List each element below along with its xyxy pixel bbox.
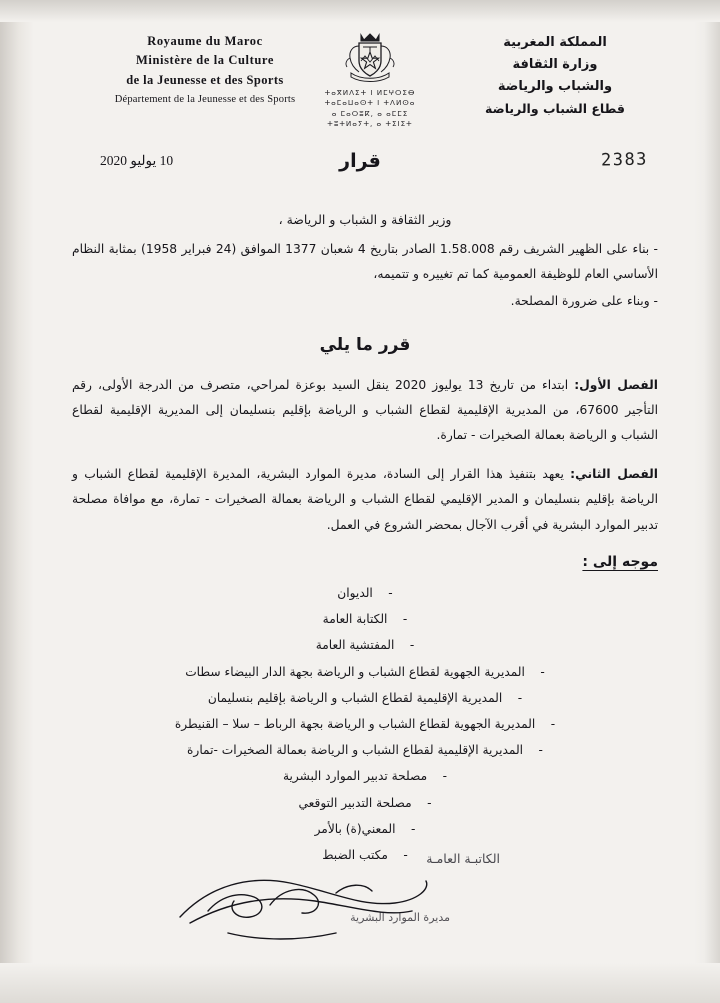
signature-block bbox=[150, 845, 510, 965]
bullet-dash: - bbox=[538, 743, 543, 758]
bullet-dash: - bbox=[388, 585, 393, 600]
bullet-dash: - bbox=[403, 848, 408, 863]
recipient-label: المديرية الجهوية لقطاع الشباب و الرياضة بجهة الدار البيضاء سطات bbox=[185, 664, 525, 679]
bullet-dash: - bbox=[409, 638, 415, 653]
paper-edge-shadow-right bbox=[694, 0, 720, 1003]
header-arabic-block bbox=[430, 32, 680, 120]
list-item bbox=[72, 659, 658, 685]
header-fr-line1: Royaume du Maroc bbox=[147, 34, 263, 48]
recipient-label: الكتابة العامة bbox=[322, 612, 388, 627]
header-amazigh-line4: ⵜⵓⵜⵍⴰⵢⵜ, ⴰ ⵜⵉⵏⵉⵜ bbox=[327, 119, 413, 129]
signature-subtitle: مديرة الموارد البشرية bbox=[350, 911, 450, 924]
header-ar-line3: والشباب والرياضة bbox=[497, 79, 613, 95]
header-french-block bbox=[90, 32, 320, 108]
header-amazigh-line3: ⴰ ⵎⴰⵔⵓⴽ, ⴰ ⴰⵎⵎⵉ bbox=[331, 108, 409, 118]
list-item bbox=[72, 737, 658, 763]
list-item bbox=[72, 632, 658, 658]
document-body bbox=[72, 212, 658, 884]
paper-edge-shadow-left bbox=[0, 0, 34, 1003]
recipient-label: مكتب الضبط bbox=[322, 848, 388, 863]
minister-line: وزير الثقافة و الشباب و الرياضة ، bbox=[278, 212, 452, 227]
article-2 bbox=[72, 462, 658, 538]
recipient-label: مصلحة التدبير التوقعي bbox=[298, 795, 412, 810]
bullet-dash: - bbox=[540, 664, 545, 679]
signature-title: الكاتبـة العامـة bbox=[426, 851, 500, 866]
document-number: 2383 bbox=[600, 149, 649, 171]
page-title: قرار bbox=[339, 150, 381, 172]
header-ar-line2: وزارة الثقافة bbox=[512, 57, 598, 73]
article-2-label: الفصل الثاني: bbox=[570, 467, 658, 482]
header-fr-line2: Ministère de la Culture bbox=[136, 53, 274, 68]
article-1-label: الفصل الأول: bbox=[574, 377, 658, 392]
recipient-label: المديرية الإقليمية لقطاع الشباب و الرياضة بعمالة الصخيرات -تمارة bbox=[187, 743, 524, 758]
paper-edge-shadow-bottom bbox=[0, 963, 720, 1003]
bullet-dash: - bbox=[411, 821, 416, 836]
header-emblem-block bbox=[310, 28, 430, 130]
header-ar-line1: المملكة المغربية bbox=[503, 35, 607, 50]
recipient-label: المديرية الجهوية لقطاع الشباب و الرياضة بجهة الرباط – سلا – القنيطرة bbox=[174, 717, 536, 731]
list-item bbox=[72, 685, 658, 711]
recipients-heading: موجه إلى : bbox=[582, 553, 658, 570]
list-item bbox=[72, 816, 658, 842]
header-amazigh-block bbox=[310, 88, 430, 130]
document-header bbox=[60, 28, 680, 148]
bullet-dash: - bbox=[517, 690, 523, 705]
paper-edge-shadow-top bbox=[0, 0, 720, 22]
bullet-dash: - bbox=[550, 717, 556, 731]
article-2-text: يعهد بتنفيذ هذا القرار إلى السادة، مديرة الموارد البشرية، المديرة الإقليمية لقطاع الشباب و الرياضة بإقليم بنسليمان و المدير الإقليمي لقطاع الشباب و الرياضة بعمالة الصخيرات - تمارة، مع موافاة مصلحة تدبير الموارد البشرية في أقرب الآجال بمحضر الشروع في العمل. bbox=[72, 467, 658, 532]
handwritten-signature-icon bbox=[150, 845, 510, 965]
document-date: 10 يوليو 2020 bbox=[100, 153, 174, 168]
recipient-label: المفتشية العامة bbox=[315, 638, 395, 653]
bullet-dash: - bbox=[402, 612, 408, 627]
moroccan-coat-of-arms-icon bbox=[337, 28, 403, 86]
header-fr-line3: de la Jeunesse et des Sports bbox=[126, 72, 284, 87]
bullet-dash: - bbox=[442, 769, 448, 784]
recipient-label: المعني(ة) بالأمر bbox=[314, 821, 396, 836]
header-fr-line4: Département de la Jeunesse et des Sports bbox=[114, 94, 296, 106]
header-ar-line4: قطاع الشباب والرياضة bbox=[485, 101, 625, 117]
recipients-list bbox=[72, 580, 658, 869]
header-amazigh-line2: ⵜⴰⵎⴰⵡⴰⵙⵜ ⵏ ⵜⴷⵍⵙⴰ bbox=[324, 98, 416, 108]
preamble-clause-2: - وبناء على ضرورة المصلحة. bbox=[510, 294, 658, 309]
recipient-label: المديرية الإقليمية لقطاع الشباب و الرياضة بإقليم بنسليمان bbox=[207, 690, 503, 705]
article-1 bbox=[72, 373, 658, 449]
list-item bbox=[72, 606, 658, 632]
list-item bbox=[72, 763, 658, 789]
recipient-label: الديوان bbox=[337, 585, 373, 600]
decides-heading: قرر ما يلي bbox=[319, 334, 411, 355]
article-1-text: ابتداء من تاريخ 13 يوليوز 2020 ينقل السيد بوعزة لمراحي، متصرف من الدرجة الأولى، رقم التأجير 67600، من المديرية الإقليمية لقطاع الشباب و الرياضة بإقليم بنسليمان إلى المديرية الإقليمية لقطاع الشباب و الرياضة بعمالة الصخيرات - تمارة. bbox=[72, 377, 658, 443]
recipient-label: مصلحة تدبير الموارد البشرية bbox=[282, 769, 428, 784]
list-item bbox=[72, 580, 658, 606]
list-item bbox=[72, 790, 658, 816]
bullet-dash: - bbox=[427, 795, 432, 810]
header-amazigh-line1: ⵜⴰⴳⵍⴷⵉⵜ ⵏ ⵍⵎⵖⵔⵉⴱ bbox=[324, 88, 416, 97]
preamble-clause-1: - بناء على الظهير الشريف رقم 1.58.008 الصادر بتاريخ 4 شعبان 1377 الموافق (24 فبراير 1958) بمثابة النظام الأساسي العام للوظيفة العمومية كما تم تغييره و تتميمه، bbox=[72, 242, 658, 282]
list-item bbox=[72, 711, 658, 737]
